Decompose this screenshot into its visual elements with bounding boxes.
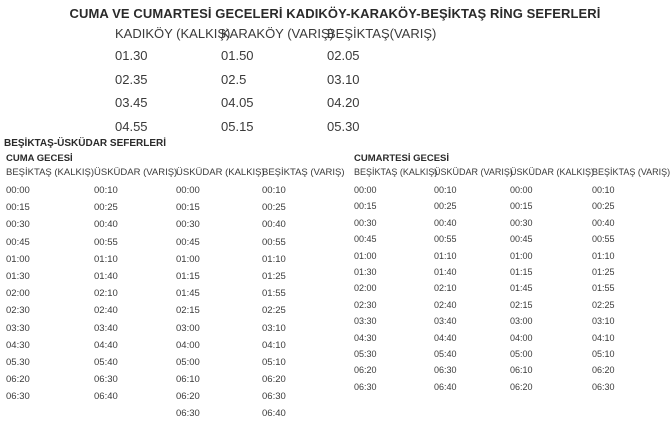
- table-cell: 01.30: [115, 48, 148, 63]
- table-cell: 01:10: [434, 250, 457, 261]
- table-cell: 01:30: [6, 270, 30, 282]
- table-row: [354, 234, 615, 250]
- table-cell: 00:30: [176, 219, 200, 231]
- table-cell: 03.45: [115, 95, 148, 110]
- table-cell: 00:15: [176, 202, 200, 214]
- table-row: [6, 339, 286, 357]
- table-row: [354, 348, 615, 365]
- table-cell: 01:00: [6, 253, 30, 265]
- table-cell: 00:30: [6, 219, 30, 231]
- table-cell: 00:10: [434, 185, 457, 195]
- table-cell: 05:40: [94, 356, 118, 368]
- table-cell: 01:10: [94, 253, 118, 265]
- table-cell: 05:10: [592, 348, 615, 359]
- table-row: [354, 316, 615, 332]
- page-title: CUMA VE CUMARTESİ GECELERİ KADIKÖY-KARAKÖY-BEŞİKTAŞ RİNG SEFERLERİ: [69, 6, 601, 21]
- table-cell: 00:10: [592, 185, 615, 195]
- table-cell: 02:10: [434, 283, 457, 294]
- table-cell: 00:55: [592, 234, 615, 245]
- table-row: [6, 391, 286, 408]
- table-cell: 02:25: [592, 299, 615, 310]
- table-cell: 02:30: [354, 299, 377, 310]
- table-cell: 00:10: [262, 185, 286, 196]
- cumartesi-schedule-table: [354, 153, 670, 398]
- table-cell: 01:40: [434, 266, 457, 277]
- table-cell: 02:00: [6, 288, 30, 300]
- table-cell: 01:10: [592, 250, 615, 261]
- table-cell: 03:40: [434, 316, 457, 327]
- table-row: [6, 236, 286, 254]
- table-row: [6, 356, 286, 374]
- table-cell: 02.5: [221, 71, 247, 87]
- section-title: BEŞİKTAŞ-ÜSKÜDAR SEFERLERİ: [4, 138, 167, 149]
- ring-header-besiktas: BEŞİKTAŞ(VARIŞ): [327, 26, 437, 41]
- cumartesi-header-row: [354, 167, 670, 185]
- ring-header-karakoy: KARAKÖY (VARIŞ): [221, 26, 334, 41]
- table-cell: 01:55: [262, 288, 286, 300]
- table-cell: 06:20: [354, 365, 377, 376]
- table-cell: 06:20: [6, 374, 30, 386]
- table-cell: 00:40: [592, 217, 615, 228]
- table-cell: 02:10: [94, 288, 118, 300]
- table-cell: 00:10: [94, 185, 118, 196]
- table-cell: 00:45: [176, 236, 200, 248]
- table-cell: 01:25: [592, 266, 615, 277]
- table-cell: 02:25: [262, 305, 286, 317]
- table-cell: 05:30: [354, 348, 377, 359]
- table-row: [6, 185, 286, 202]
- table-cell: 05:10: [262, 356, 286, 368]
- ring-header-kadikoy: KADIKÖY (KALKIŞ): [115, 26, 231, 41]
- table-cell: 01.50: [221, 48, 254, 63]
- table-cell: 02:00: [354, 283, 377, 294]
- table-cell: 00:00: [6, 185, 30, 196]
- table-row: [354, 332, 615, 349]
- table-cell: 03:10: [262, 322, 286, 334]
- table-cell: 06:40: [262, 408, 286, 420]
- table-cell: 03:00: [510, 316, 533, 327]
- table-cell: 02:15: [176, 305, 200, 317]
- table-cell: 06:20: [510, 381, 533, 392]
- cuma-label: CUMA GECESİ: [6, 153, 73, 164]
- table-row: [6, 322, 286, 340]
- cumartesi-header-col: ÜSKÜDAR (VARIŞ): [434, 167, 513, 177]
- table-cell: 00:40: [94, 219, 118, 231]
- table-cell: 02:40: [94, 305, 118, 317]
- table-row: [354, 185, 615, 201]
- table-row: [6, 202, 286, 219]
- table-cell: 00:30: [354, 217, 377, 228]
- table-cell: 06:30: [592, 381, 615, 392]
- table-cell: 03:40: [94, 322, 118, 334]
- table-cell: 05:00: [510, 348, 533, 359]
- table-cell: 05.15: [221, 118, 254, 134]
- table-cell: 02.35: [115, 71, 148, 87]
- table-cell: 06:40: [434, 381, 457, 392]
- table-row: [6, 253, 286, 271]
- table-cell: 05.30: [327, 118, 360, 134]
- table-row: [6, 374, 286, 391]
- table-cell: 04.05: [221, 95, 254, 110]
- table-row: [6, 408, 286, 425]
- table-cell: 00:15: [6, 202, 30, 214]
- table-cell: 03:00: [176, 322, 200, 334]
- table-cell: 06:20: [176, 391, 200, 403]
- table-cell: 06:30: [6, 391, 30, 403]
- table-row: [354, 283, 615, 299]
- cuma-header-row: [6, 167, 345, 185]
- table-cell: 01:40: [94, 270, 118, 282]
- cuma-header-col: ÜSKÜDAR (VARIŞ): [94, 167, 178, 178]
- table-cell: 00:00: [354, 185, 377, 195]
- table-cell: 06:20: [592, 365, 615, 376]
- cuma-header-col: BEŞİKTAŞ (VARIŞ): [262, 167, 345, 178]
- table-row: [354, 365, 615, 381]
- table-cell: 00:45: [510, 234, 533, 245]
- table-cell: 03:10: [592, 316, 615, 327]
- table-cell: 02:40: [434, 299, 457, 310]
- table-cell: 00:45: [6, 236, 30, 248]
- table-cell: 00:45: [354, 234, 377, 245]
- table-cell: 06:30: [354, 381, 377, 392]
- table-cell: 00:55: [434, 234, 457, 245]
- table-cell: 01:55: [592, 283, 615, 294]
- table-cell: 04.55: [115, 118, 148, 134]
- cumartesi-header-col: ÜSKÜDAR (KALKIŞ): [510, 167, 595, 177]
- table-cell: 06:30: [176, 408, 200, 420]
- table-cell: 00:30: [510, 217, 533, 228]
- table-cell: 06:10: [510, 365, 533, 376]
- cumartesi-label: CUMARTESİ GECESİ: [354, 153, 450, 164]
- table-cell: 04:00: [176, 339, 200, 351]
- table-cell: 04.20: [327, 95, 360, 110]
- table-cell: 06:10: [176, 374, 200, 386]
- table-row: [6, 305, 286, 322]
- table-cell: 01:45: [510, 283, 533, 294]
- table-cell: 05:40: [434, 348, 457, 359]
- table-row: [6, 270, 286, 288]
- table-cell: 01:15: [176, 270, 200, 282]
- table-cell: 04:40: [94, 339, 118, 351]
- table-row: [354, 299, 615, 316]
- table-cell: 01:45: [176, 288, 200, 300]
- table-cell: 00:15: [510, 201, 533, 212]
- table-cell: 04:30: [354, 332, 377, 343]
- table-row: [354, 217, 615, 234]
- table-cell: 03:30: [354, 316, 377, 327]
- table-cell: 04:40: [434, 332, 457, 343]
- table-row: [354, 266, 615, 283]
- table-row: [6, 219, 286, 236]
- table-cell: 00:55: [94, 236, 118, 248]
- cuma-header-col: ÜSKÜDAR (KALKIŞ): [176, 167, 265, 178]
- table-cell: 06:30: [262, 391, 286, 403]
- table-cell: 03:30: [6, 322, 30, 334]
- table-cell: 01:00: [510, 250, 533, 261]
- table-cell: 06:30: [94, 374, 118, 386]
- table-row: [6, 288, 286, 305]
- cumartesi-header-col: BEŞİKTAŞ (VARIŞ): [592, 167, 670, 177]
- table-cell: 00:25: [262, 202, 286, 214]
- table-cell: 00:00: [176, 185, 200, 196]
- table-cell: 06:30: [434, 365, 457, 376]
- table-cell: 05:00: [176, 356, 200, 368]
- table-cell: 02:15: [510, 299, 533, 310]
- table-cell: 02:30: [6, 305, 30, 317]
- table-row: [354, 201, 615, 217]
- table-cell: 04:10: [592, 332, 615, 343]
- table-cell: 05.30: [6, 356, 30, 368]
- table-cell: 06:20: [262, 374, 286, 386]
- cuma-header-col: BEŞİKTAŞ (KALKIŞ): [6, 167, 94, 178]
- table-cell: 00:00: [510, 185, 533, 195]
- table-cell: 06:40: [94, 391, 118, 403]
- table-cell: 01:00: [354, 250, 377, 261]
- table-cell: 00:55: [262, 236, 286, 248]
- table-cell: 03.10: [327, 71, 360, 87]
- cuma-schedule-table: [6, 153, 345, 426]
- table-cell: 04:10: [262, 339, 286, 351]
- table-cell: 02.05: [327, 48, 360, 63]
- table-cell: 00:40: [262, 219, 286, 231]
- table-cell: 01:30: [354, 266, 377, 277]
- table-row: [354, 250, 615, 267]
- table-cell: 00:25: [434, 201, 457, 212]
- table-cell: 00:15: [354, 201, 377, 212]
- table-cell: 01:25: [262, 270, 286, 282]
- table-cell: 01:00: [176, 253, 200, 265]
- table-row: [354, 381, 615, 398]
- table-cell: 01:15: [510, 266, 533, 277]
- table-cell: 00:25: [592, 201, 615, 212]
- table-cell: 01:10: [262, 253, 286, 265]
- table-cell: 04:30: [6, 339, 30, 351]
- cumartesi-header-col: BEŞİKTAŞ (KALKIŞ): [354, 167, 438, 177]
- table-cell: 00:25: [94, 202, 118, 214]
- table-cell: 04:00: [510, 332, 533, 343]
- table-cell: 00:40: [434, 217, 457, 228]
